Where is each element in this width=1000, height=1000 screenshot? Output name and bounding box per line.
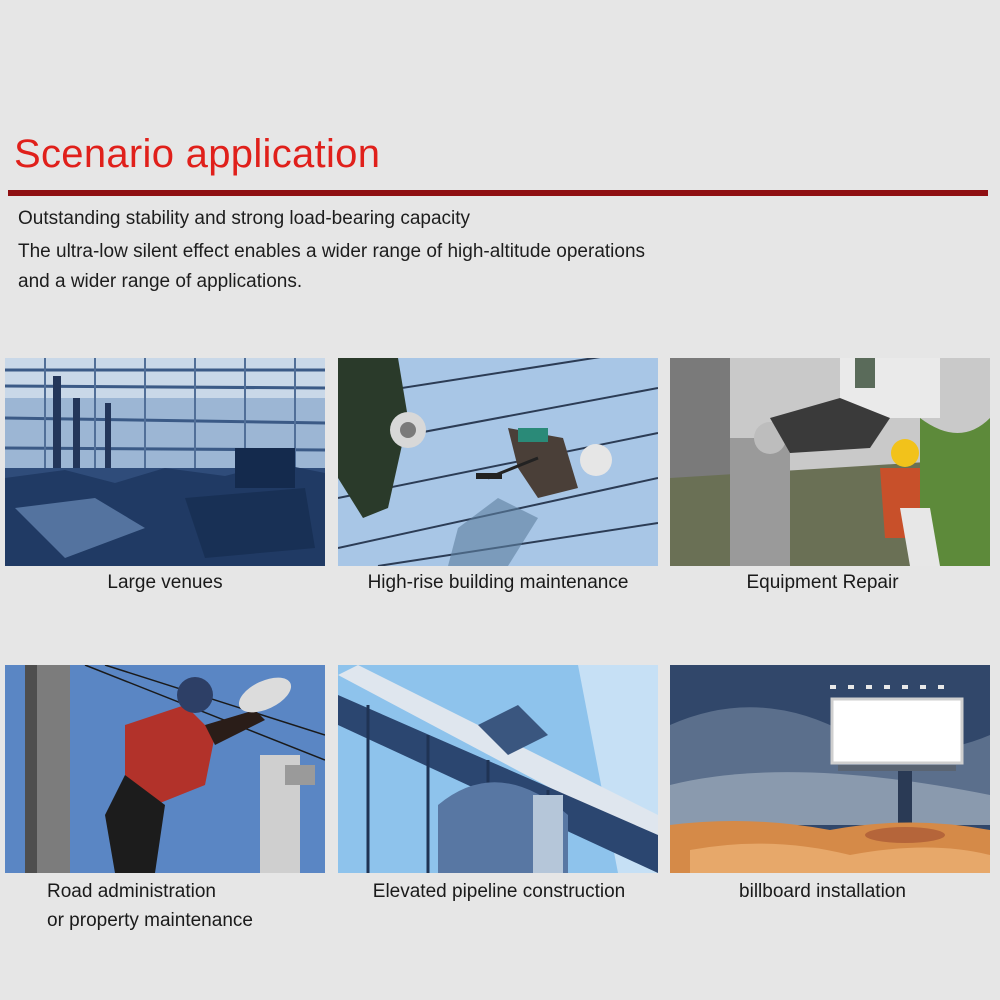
pipeline-image <box>338 665 658 873</box>
caption-equipment-repair: Equipment Repair <box>746 572 899 593</box>
description-line-3: and a wider range of applications. <box>18 271 303 292</box>
caption-road-administration-line-1: Road administration <box>47 881 216 902</box>
caption-elevated-pipeline: Elevated pipeline construction <box>372 881 626 902</box>
window-cleaners-image <box>338 358 658 566</box>
caption-billboard-installation: billboard installation <box>739 881 906 902</box>
description-line-1: Outstanding stability and strong load-bearing capacity <box>18 208 471 229</box>
caption-high-rise-maintenance: High-rise building maintenance <box>367 572 629 593</box>
caption-road-administration-line-2: or property maintenance <box>47 910 253 931</box>
large-venue-image <box>5 358 325 566</box>
description-line-2: The ultra-low silent effect enables a wider range of high-altitude operations <box>18 241 646 262</box>
title-divider <box>8 190 988 196</box>
equipment-repair-image <box>670 358 990 566</box>
caption-large-venues: Large venues <box>107 572 223 593</box>
streetlight-worker-image <box>5 665 325 873</box>
billboard-image <box>670 665 990 873</box>
page-title: Scenario application <box>14 132 381 176</box>
